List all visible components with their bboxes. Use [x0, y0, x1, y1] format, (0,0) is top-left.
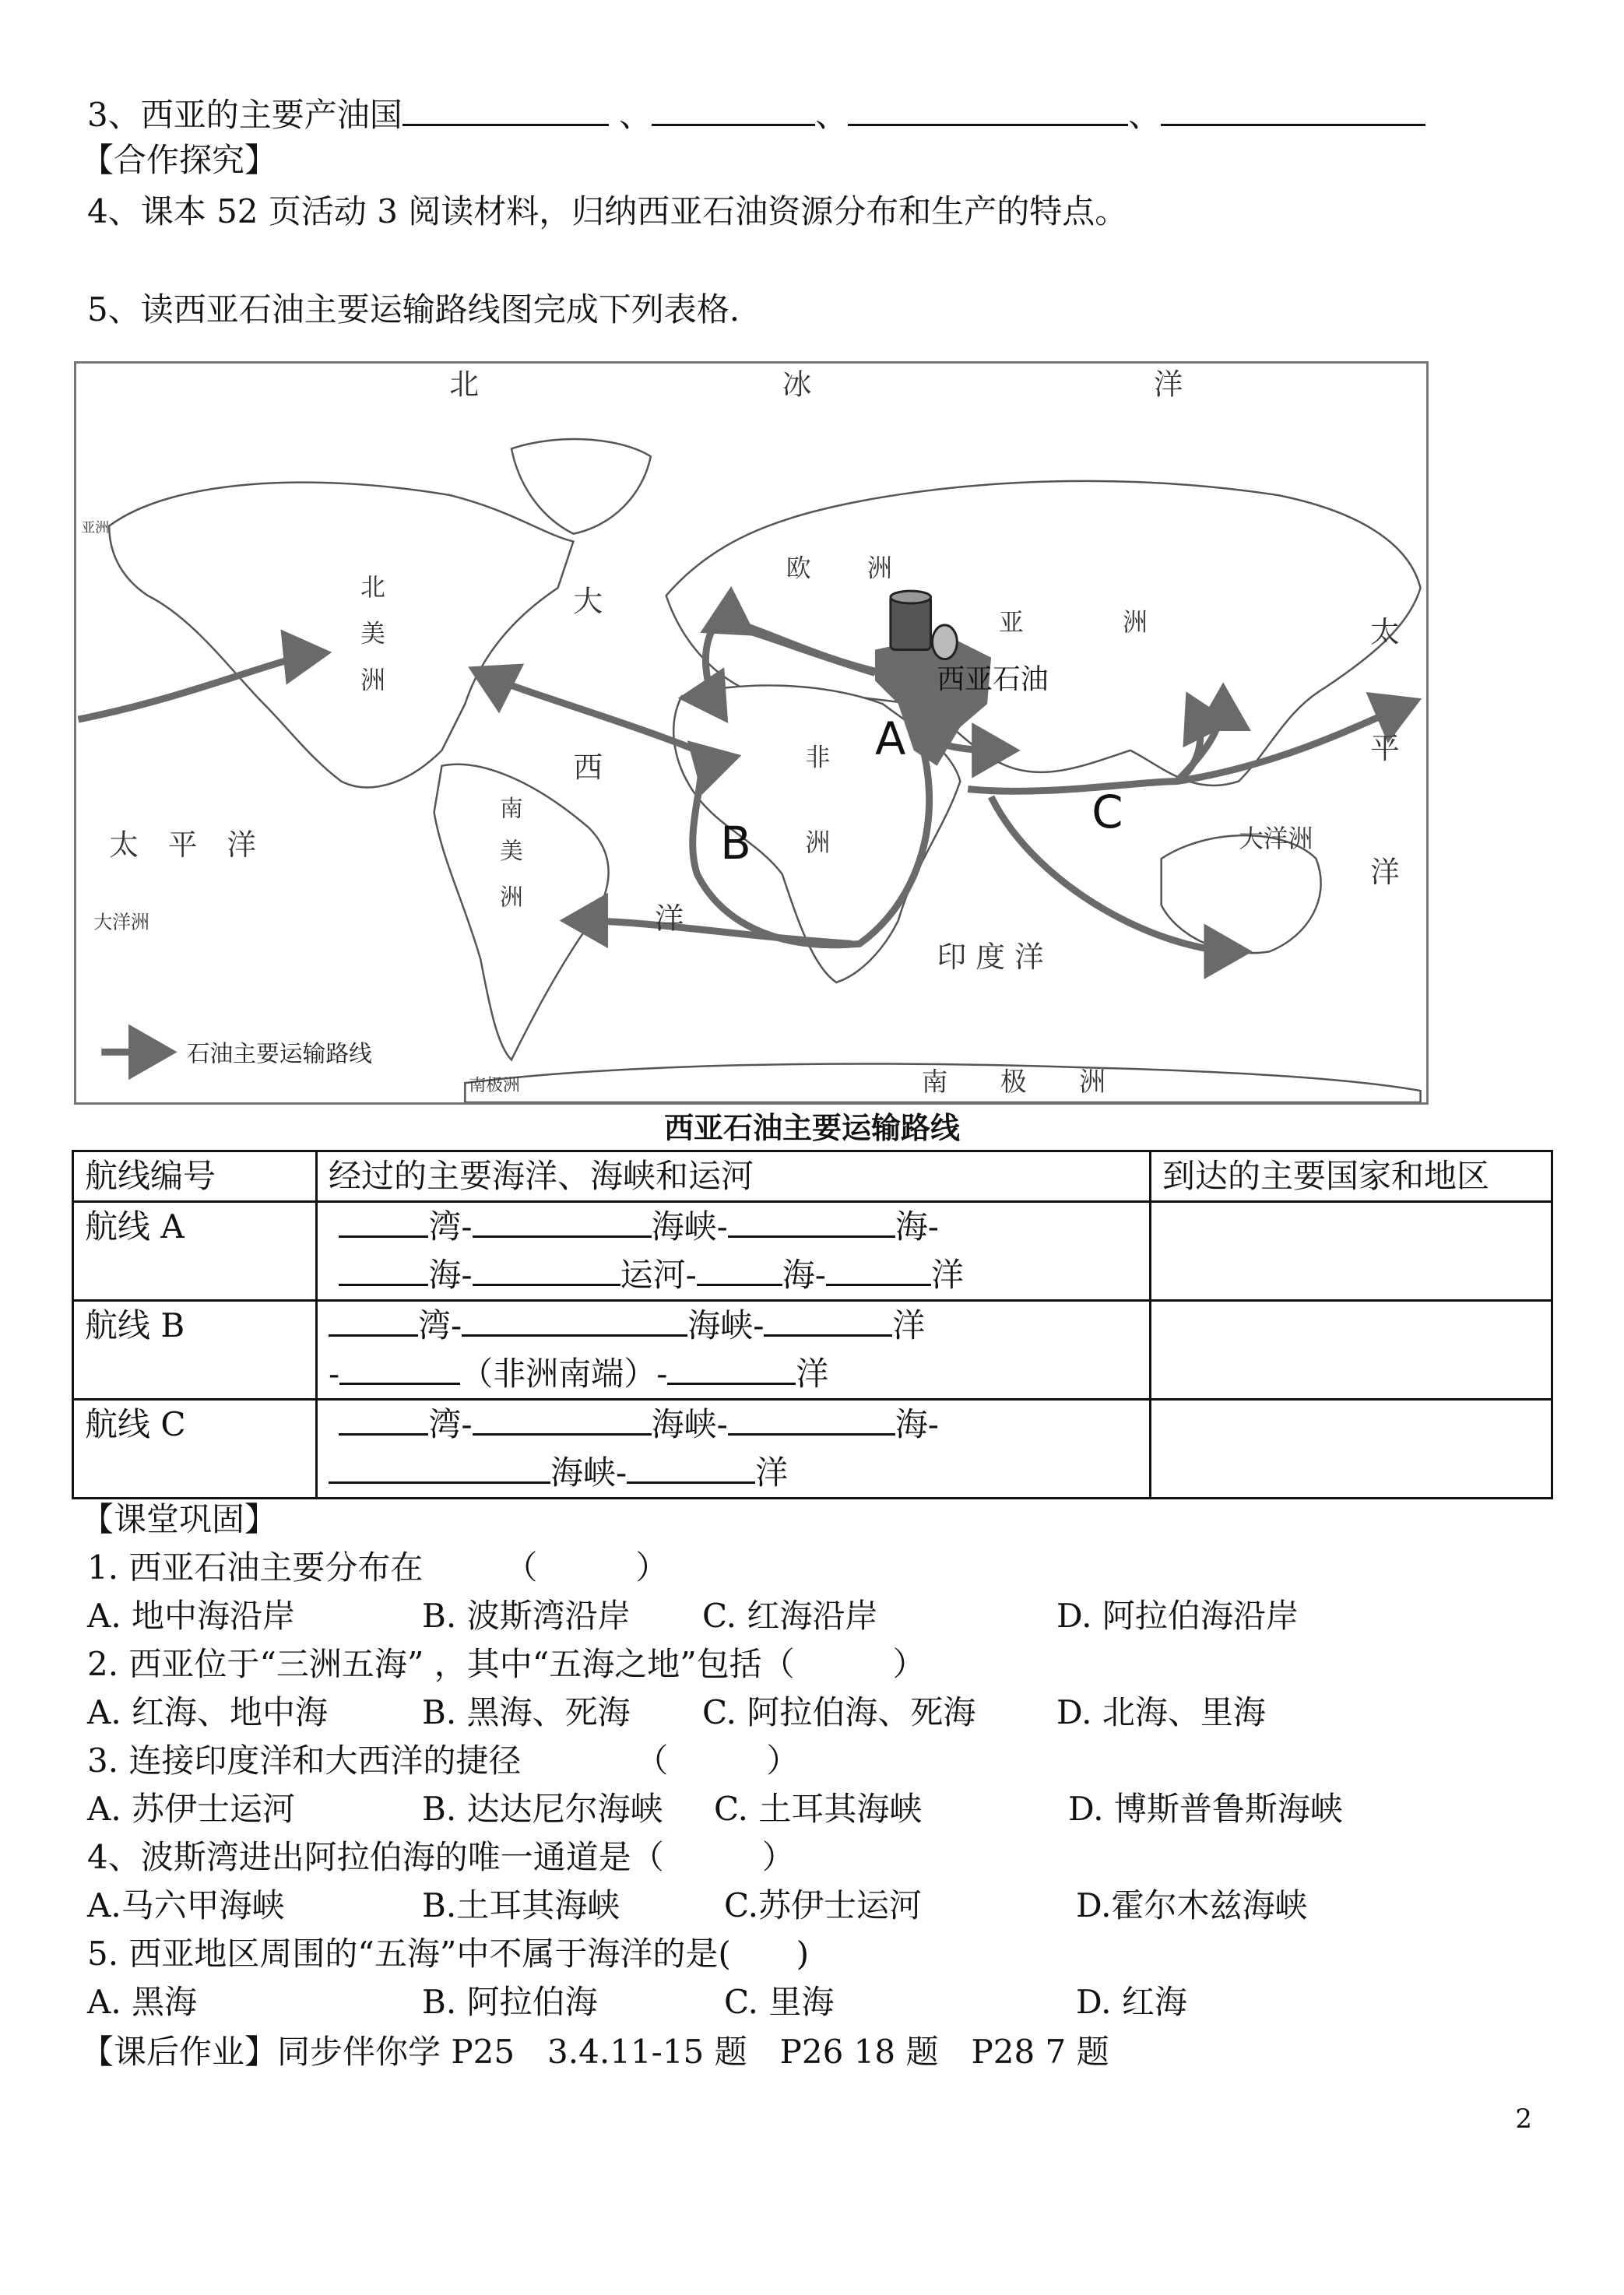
option[interactable]: A.马六甲海峡 — [87, 1886, 285, 1924]
route-b-destination[interactable] — [1151, 1301, 1552, 1400]
route-a-text: 海- — [428, 1256, 473, 1294]
route-label-a: A — [874, 712, 906, 765]
blank[interactable] — [627, 1452, 755, 1484]
map-label-asia-1: 亚 — [998, 607, 1024, 637]
map-label-yang-atlantic: 洋 — [654, 901, 684, 936]
route-c-text: 湾- — [428, 1405, 473, 1443]
route-c-text: 海峡- — [550, 1453, 627, 1492]
q3-blank-4[interactable] — [1161, 94, 1425, 126]
table-row-route-b — [73, 1301, 1552, 1400]
table-header-route-no: 航线编号 — [73, 1151, 317, 1202]
blank[interactable] — [339, 1353, 460, 1385]
route-a-passage — [317, 1202, 1151, 1301]
route-b-text: 洋 — [796, 1355, 829, 1393]
q4: 4、课本 52 页活动 3 阅读材料，归纳西亚石油资源分布和生产的特点。 — [87, 192, 1128, 230]
question-1-stem: 1. 西亚石油主要分布在 （ ） — [87, 1548, 669, 1587]
option[interactable]: D.霍尔木兹海峡 — [1076, 1886, 1308, 1924]
blank[interactable] — [728, 1206, 895, 1238]
q3-text: 3、西亚的主要产油国 — [87, 96, 402, 134]
map-label-oceania: 大洋洲 — [1239, 824, 1313, 854]
blank[interactable] — [728, 1404, 895, 1436]
option[interactable]: C. 土耳其海峡 — [714, 1790, 923, 1828]
map-label-sa-2: 美 — [500, 837, 523, 865]
option[interactable]: B.土耳其海峡 — [422, 1886, 620, 1924]
option[interactable]: A. 黑海 — [87, 1983, 198, 2021]
option[interactable]: B. 达达尼尔海峡 — [422, 1790, 663, 1828]
question-4-stem: 4、波斯湾进出阿拉伯海的唯一通道是（ ） — [87, 1838, 795, 1876]
map-label-oceania-left: 大洋洲 — [93, 911, 149, 933]
option[interactable]: A. 地中海沿岸 — [87, 1597, 296, 1635]
map-label-sa-3: 洲 — [500, 884, 523, 912]
route-a-destination[interactable] — [1151, 1202, 1552, 1301]
map-label-pacific-east-2: 平 — [1369, 730, 1400, 765]
q3-blank-1[interactable] — [402, 94, 609, 126]
blank[interactable] — [339, 1254, 428, 1286]
table-header-destination: 到达的主要国家和地区 — [1151, 1151, 1552, 1202]
blank[interactable] — [764, 1305, 892, 1337]
route-b-passage — [317, 1301, 1151, 1400]
option[interactable]: A. 苏伊士运河 — [87, 1790, 296, 1828]
q5: 5、读西亚石油主要运输路线图完成下列表格. — [87, 290, 740, 329]
map-legend — [101, 1040, 372, 1067]
route-b-text: 海峡- — [687, 1306, 765, 1344]
route-c-passage — [317, 1400, 1151, 1499]
map-label-europe-2: 洲 — [867, 554, 892, 583]
option[interactable]: A. 红海、地中海 — [87, 1693, 329, 1731]
option[interactable]: D. 红海 — [1076, 1983, 1187, 2021]
option[interactable]: C.苏伊士运河 — [724, 1886, 922, 1924]
section-coop: 【合作探究】 — [81, 141, 278, 179]
route-c-destination[interactable] — [1151, 1400, 1552, 1499]
map-label-sa-1: 南 — [500, 795, 523, 823]
map-label-na-2: 美 — [360, 619, 385, 648]
question-2-stem: 2. 西亚位于“三洲五海” ，其中“五海之地”包括（ ） — [87, 1645, 926, 1683]
oil-route-map — [74, 361, 1429, 1105]
page-number: 2 — [1515, 2103, 1532, 2135]
blank[interactable] — [339, 1206, 428, 1238]
map-label-africa-1: 非 — [805, 743, 831, 772]
map-label-xi: 西 — [573, 750, 603, 785]
route-to-north-america — [480, 673, 697, 750]
option[interactable]: B. 阿拉伯海 — [422, 1983, 598, 2021]
route-label-b: B — [720, 817, 751, 870]
route-c-name: 航线 C — [73, 1400, 317, 1499]
table-header-passage: 经过的主要海洋、海峡和运河 — [317, 1151, 1151, 1202]
blank[interactable] — [329, 1305, 418, 1337]
route-a-text: 运河- — [620, 1256, 697, 1294]
blank[interactable] — [329, 1452, 550, 1484]
map-label-indian-ocean: 印 度 洋 — [937, 940, 1044, 975]
option[interactable]: D. 博斯普鲁斯海峡 — [1068, 1790, 1343, 1828]
q3-line — [87, 93, 1425, 137]
map-label-asia-topleft: 亚洲 — [81, 519, 110, 536]
map-label-north: 北 — [449, 367, 480, 402]
map-label-na-3: 洲 — [360, 666, 385, 695]
q3-sep: 、 — [815, 96, 849, 134]
route-c-text: 海峡- — [651, 1405, 728, 1443]
route-c-text: 洋 — [755, 1453, 789, 1492]
q3-blank-2[interactable] — [652, 94, 815, 126]
map-label-africa-2: 洲 — [805, 828, 831, 858]
route-b-text: 洋 — [892, 1306, 926, 1344]
route-c-text: 海- — [895, 1405, 939, 1443]
map-label-europe-1: 欧 — [786, 554, 811, 583]
map-label-antarctica: 南 极 洲 — [921, 1067, 1106, 1098]
question-3-stem: 3. 连接印度洋和大西洋的捷径 （ ） — [87, 1741, 800, 1780]
blank[interactable] — [667, 1353, 796, 1385]
blank[interactable] — [473, 1254, 620, 1286]
blank[interactable] — [473, 1404, 652, 1436]
table-row-route-a — [73, 1202, 1552, 1301]
section-consolidate: 【课堂巩固】 — [81, 1500, 278, 1538]
option[interactable]: B. 黑海、死海 — [422, 1693, 631, 1731]
map-label-bing: 冰 — [782, 367, 812, 402]
route-table — [72, 1150, 1553, 1499]
option[interactable]: B. 波斯湾沿岸 — [422, 1597, 631, 1635]
option[interactable]: D. 阿拉伯海沿岸 — [1056, 1597, 1299, 1635]
blank[interactable] — [339, 1404, 428, 1436]
map-label-pacific-east-3: 洋 — [1369, 854, 1400, 889]
route-label-c: C — [1091, 786, 1123, 839]
map-label-pacific-east-1: 太 — [1369, 614, 1400, 649]
blank[interactable] — [697, 1254, 782, 1286]
blank[interactable] — [473, 1206, 652, 1238]
route-a-text: 海- — [782, 1256, 826, 1294]
map-label-na-1: 北 — [360, 573, 385, 603]
question-5-stem: 5. 西亚地区周围的“五海”中不属于海洋的是( ) — [87, 1935, 810, 1973]
map-label-da: 大 — [573, 583, 603, 618]
map-label-pacific-west: 太 平 洋 — [109, 828, 256, 863]
route-b-text: 湾- — [418, 1306, 462, 1344]
map-svg — [76, 364, 1426, 1102]
route-a-text: 湾- — [428, 1207, 473, 1246]
blank[interactable] — [462, 1305, 687, 1337]
map-label-oil: 西亚石油 — [937, 663, 1049, 696]
route-a-text: 海峡- — [651, 1207, 728, 1246]
option[interactable]: C. 里海 — [724, 1983, 835, 2021]
q3-sep: 、 — [1128, 96, 1162, 134]
homework: 【课后作业】同步伴你学 P25 3.4.11-15 题 P26 18 题 P28 7 题 — [81, 2033, 1109, 2071]
route-a-name: 航线 A — [73, 1202, 317, 1301]
map-label-yang: 洋 — [1153, 367, 1183, 402]
option[interactable]: C. 阿拉伯海、死海 — [702, 1693, 976, 1731]
route-b-name: 航线 B — [73, 1301, 317, 1400]
map-label-asia-2: 洲 — [1122, 607, 1148, 637]
map-label-antarctica-small: 南极洲 — [469, 1076, 520, 1096]
option[interactable]: C. 红海沿岸 — [702, 1597, 878, 1635]
greenland-outline — [511, 439, 651, 534]
route-b-text: （非洲南端）- — [460, 1355, 668, 1393]
option[interactable]: D. 北海、里海 — [1056, 1693, 1266, 1731]
map-caption: 西亚石油主要运输路线 — [663, 1110, 960, 1145]
q3-blank-3[interactable] — [848, 94, 1128, 126]
legend-label: 石油主要运输路线 — [186, 1040, 372, 1068]
table-header-row — [73, 1151, 1552, 1202]
route-a-text: 洋 — [930, 1256, 964, 1294]
table-row-route-c — [73, 1400, 1552, 1499]
q3-sep: 、 — [619, 96, 652, 134]
route-b-text: - — [329, 1355, 340, 1393]
blank[interactable] — [826, 1254, 931, 1286]
north-america-outline — [109, 483, 573, 788]
route-a-text: 海- — [895, 1207, 939, 1246]
